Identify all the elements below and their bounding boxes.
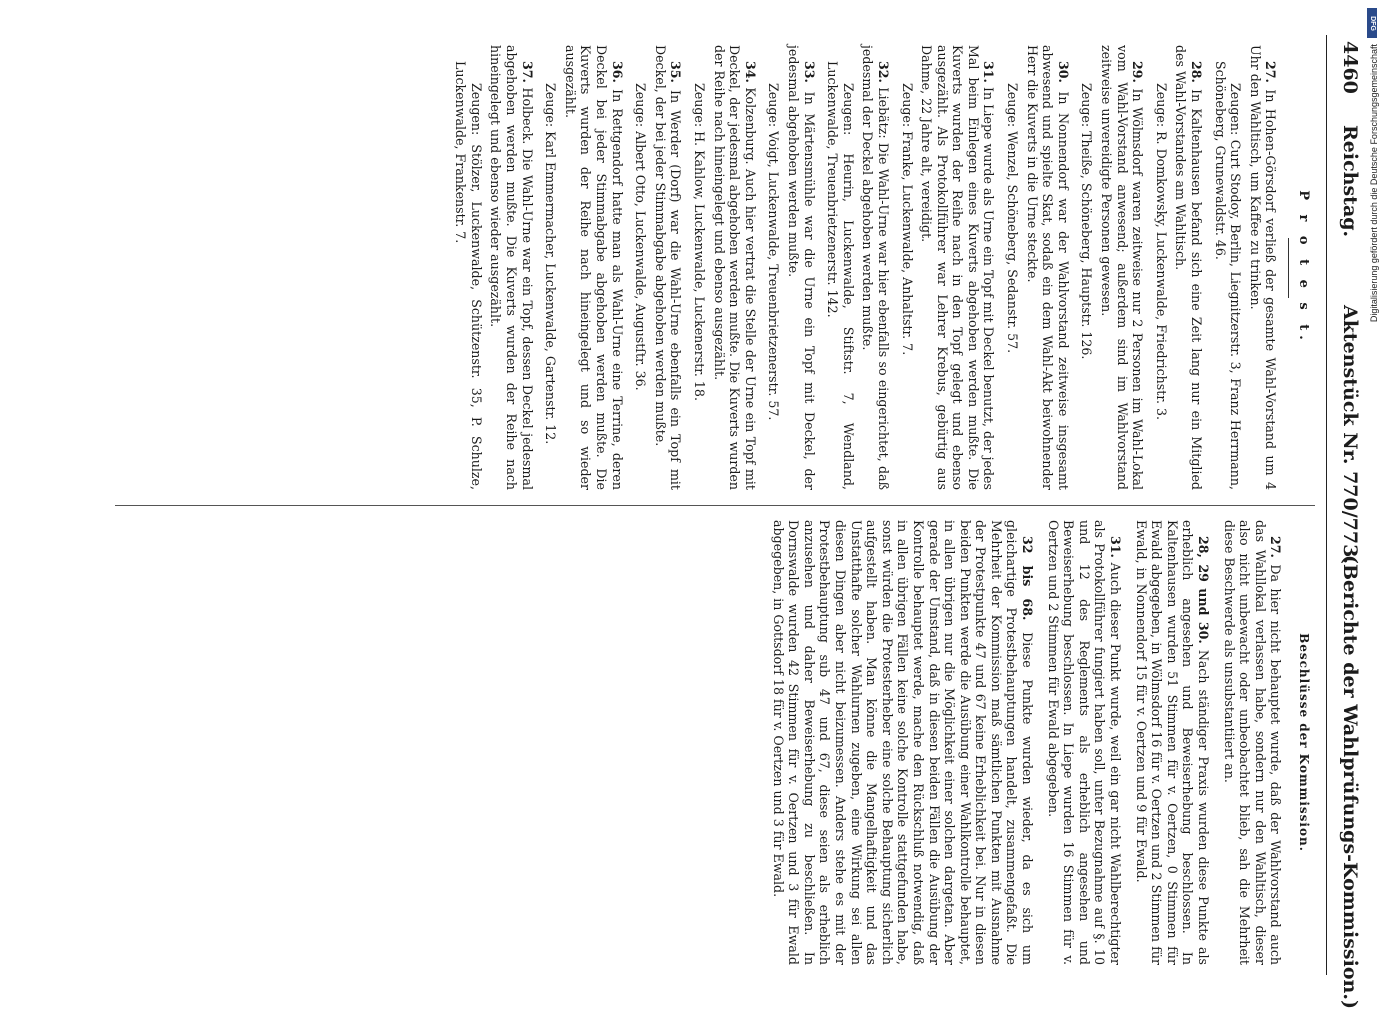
entry-number: 31. — [981, 61, 997, 83]
entry-number: 34. — [742, 61, 758, 83]
running-head — [1331, 35, 1365, 1009]
left-entry-7 — [785, 45, 816, 490]
witness-line: Zeuge: Theiße, Schöneberg, Hauptstr. 126. — [1079, 83, 1095, 360]
entry-text: Liebätz: Die Wahl-Urne war hier ebenfalls so eingerichtet, daß jedesmal der Deckel abgehoben werden mußte. — [860, 45, 891, 490]
right-entry-4 — [770, 520, 1035, 965]
entry-number: 28. — [1189, 61, 1205, 83]
digitization-note: Digitalisierung gefördert durch die Deutsche Forschungsgemeinschaft — [1369, 44, 1379, 323]
entry-text: In Werder (Dorf) war die Wahl-Urne ebenfalls ein Topf mit Deckel, der bei jeder Stimmabgabe abgehoben werden mußte. — [652, 45, 684, 490]
protest-column — [445, 45, 1315, 490]
left-entry-8 — [711, 45, 758, 490]
entry-number: 27. — [1263, 61, 1279, 83]
entry-number: 27. — [1268, 536, 1284, 558]
right-entry-1 — [1221, 520, 1283, 965]
protest-heading: P r o t e s t. — [1296, 190, 1311, 345]
document-number: Aktenstück Nr. 770/773. — [1339, 305, 1361, 564]
witness-line: Zeuge: Albert Otto, Luckenwalde, Augustſtr. 36. — [633, 83, 649, 391]
left-entry-5 — [919, 45, 997, 490]
witness-line: Zeuge: Voigt, Luckenwalde, Treuenbrietzenerstr. 57. — [766, 83, 782, 421]
witness-line: Zeuge: H. Kahlow, Luckenwalde, Luckenerstr. 18. — [692, 83, 707, 401]
document-page — [65, 35, 1365, 1009]
entry-number: 29. — [1130, 61, 1146, 83]
entry-number: 37. — [519, 61, 535, 83]
left-entry-10 — [562, 45, 624, 490]
entry-number: 33. — [801, 61, 817, 83]
witness-line: Zeugen: Curt Stodoy, Berlin, Liegnitzerstr. 3, Franz Herrmann, Schöneberg, Grunewaldstr. 46. — [1212, 61, 1244, 490]
witness-line: Zeuge: Wenzel, Schöneberg, Sedanstr. 57. — [1005, 83, 1021, 354]
left-entry-9 — [652, 45, 683, 490]
witness-line: Zeuge: R. Domkowsky, Luckenwalde, Friedrichstr. 3. — [1153, 83, 1169, 420]
witness-line: Zeugen: Heurin, Luckenwalde, Stiftstr. 7, Wendland, Luckenwalde, Treuenbrietzenerstr. 142. — [825, 61, 856, 490]
entry-number: 28, 29 und 30. — [1196, 536, 1212, 644]
witness-line: Zeuge: Karl Emmermacher, Luckenwalde, Gartenstr. 12. — [543, 83, 559, 445]
right-entry-2 — [1133, 520, 1211, 965]
right-entry-3 — [1045, 520, 1123, 965]
institution-label: Reichstag. — [1339, 125, 1361, 238]
left-entry-2 — [1173, 45, 1204, 490]
dfg-logo: DFG — [1367, 8, 1377, 38]
entry-text: Diese Punkte wurden wieder, da es sich um gleichartige Protestbehauptungen handelt, zusammengefaßt. Die Mehrheit der Kommission maß sämtlichen Punkten mit Ausnahme der Protestpunkte 47 und 67 keine Erheblichkeit bei. Nur in diesen beiden Punkten werde die Ausübung einer Wahlkontrolle behauptet, in allen übrigen nur die Möglichkeit einer solchen dargetan. Aber gerade der Umstand, daß in diesen beiden Fällen die Ausübung der Kontrolle behauptet werde, mache den Rückschluß notwendig, daß in allen übrigen Fällen keine solche Kontrolle stattgefunden habe, sonst würden die Protesterheber eine solche Behauptung sicherlich aufgestellt haben. Man könne die Mangelhaftigkeit und das Unstatthafte solcher Wahlurnen zugeben, eine Wirkung sei allen diesen Dingen aber nicht beizumessen. Anders stehe es mit der Protestbehauptung sub 47 und 67, diese seien als erheblich anzusehen und daher Beweiserhebung zu beschließen. In Dornswalde wurden 42 Stimmen für v. Oertzen und 3 für Ewald abgegeben, in Gottsdorf 18 für v. Oertzen und 3 für Ewald. — [770, 520, 1036, 965]
header-rule — [1326, 35, 1327, 975]
entry-number: 31. — [1108, 536, 1124, 558]
entry-number: 32 bis 68. — [1020, 536, 1036, 621]
page-number: 4460 — [1339, 41, 1361, 94]
entry-text: Da hier nicht behauptet wurde, daß der Wahlvorstand auch das Wahllokal verlassen habe, sondern nur den Wahltisch, dieser also nicht unbewacht oder unbeobachtet blieb, sah die Mehrheit diese Beschwerde als unsubstantiiert an. — [1221, 520, 1284, 965]
column-divider — [115, 505, 1315, 506]
entry-text: Nach ständiger Praxis wurden diese Punkte als erheblich angesehen und Beweiserhebung beschlossen. In Kaltenhausen wurden 51 Stimmen für v. Oertzen, 0 Stimmen für Ewald abgegeben, in Wölmsdorf 16 für v. Oertzen und 2 Stimmen für Ewald, in Nonnendorf 15 für v. Oertzen und 9 für Ewald. — [1133, 520, 1212, 965]
entry-text: In Rettgendorf hatte man als Wahl-Urne eine Terrine, deren Deckel bei jeder Stimmabgabe abgehoben werden mußte. Die Kuverts wurden der Reihe nach hineingelegt und so wieder ausgezählt. — [562, 45, 625, 490]
entry-number: 32. — [875, 61, 891, 83]
entry-text: Holbeck. Die Wahl-Urne war ein Topf, dessen Deckel jedesmal abgehoben werden mußte. Die Kuverts wurden der Reihe nach hineingelegt und ebenso wieder ausgezählt. — [488, 45, 535, 490]
series-title: (Berichte der Wahlprüfungs-Kommission.) — [1339, 555, 1361, 1009]
entry-text: Kolzenburg. Auch hier vertrat die Stelle der Urne ein Topf mit Deckel, der jedesmal abgehoben werden mußte. Die Kuverts wurden der Reihe nach hineingelegt und ebenso ausgezählt. — [711, 45, 758, 490]
left-entry-3 — [1098, 45, 1145, 490]
entry-text: In Kaltenhausen befand sich eine Zeit lang nur ein Mitglied des Wahl-Vorstandes am Wahltisch. — [1173, 45, 1205, 490]
resolutions-heading: Beschlüsse der Kommission. — [1297, 633, 1311, 852]
left-entry-1 — [1247, 45, 1278, 490]
entry-number: 36. — [609, 61, 625, 83]
entry-text: In Nonnendorf war der Wahlvorstand zeitweise insgesamt abwesend und spielte Skat, sodaß ein dem Wahl-Akt beiwohnender Herr die Kuverts in die Urne steckte. — [1024, 45, 1071, 490]
entry-text: In Wölmsdorf waren zeitweise nur 2 Personen im Wahl-Lokal vom Wahl-Vorstand anwesend; außerdem sind im Wahlvorstand zeitweise unvereidigte Personen gewesen. — [1099, 45, 1146, 490]
entry-text: Auch dieser Punkt wurde, weil ein gar nicht Wahlberechtigter als Protokollführer fungiert haben soll, unter Bezugnahme auf §. 10 und 12 des Reglements als erheblich angesehen und Beweiserhebung beschlossen. In Liepe wurden 16 Stimmen für v. Oertzen und 2 Stimmen für Ewald abgegeben. — [1045, 520, 1124, 965]
entry-text: In Liepe wurde als Urne ein Topf mit Deckel benutzt, der jedes Mal beim Einlegen eines Kuverts abgehoben werden mußte. Die Kuverts wurden der Reihe nach in den Topf gelegt und ebenso ausgezählt. Als Protokollführer war Lehrer Krebus, gebürtig aus Dahme, 22 Jahre alt, vereidigt. — [919, 45, 997, 490]
witness-line: Zeugen: Stölzer, Luckenwalde, Schützenstr. 35, P. Schulze, Luckenwalde, Frankenstr. 7. — [453, 61, 484, 490]
entry-text: In Märtensmühle war die Urne ein Topf mit Deckel, der jedesmal abgehoben werden mußte. — [785, 45, 817, 490]
left-entry-4 — [1024, 45, 1071, 490]
heading-rule — [1288, 238, 1289, 298]
entry-number: 30. — [1055, 61, 1071, 83]
left-entry-6 — [860, 45, 891, 490]
entry-number: 35. — [668, 61, 684, 83]
witness-line: Zeuge: Franke, Luckenwalde, Anhaltstr. 7. — [899, 83, 915, 356]
resolutions-column — [760, 520, 1315, 965]
entry-text: In Hohen-Görsdorf verließ der gesamte Wahl-Vorstand um 4 Uhr den Wahltisch, um Kaffee zu trinken. — [1247, 45, 1279, 490]
left-entry-11 — [488, 45, 535, 490]
